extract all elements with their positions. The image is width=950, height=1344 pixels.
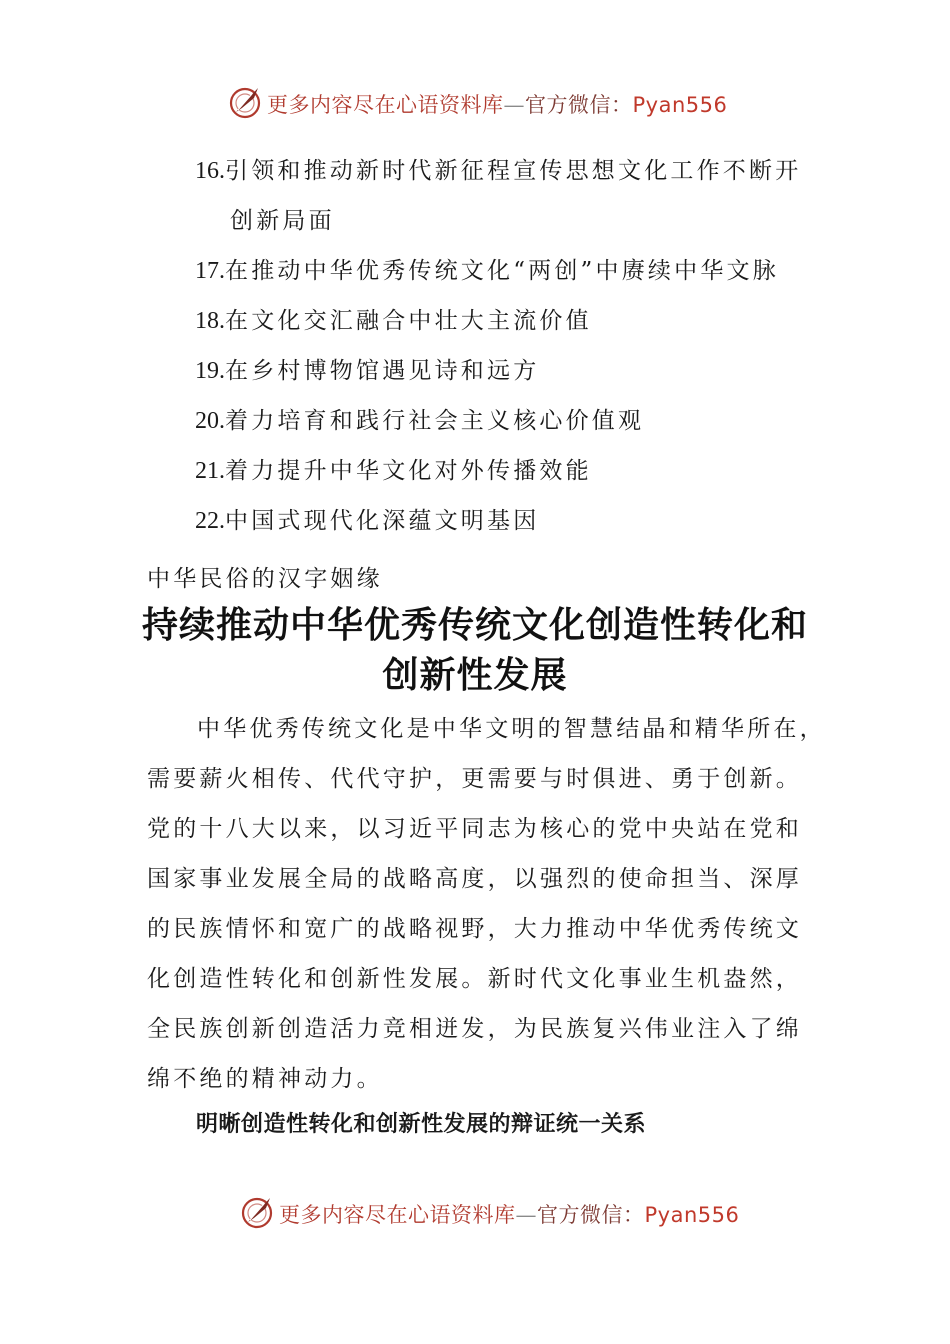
list-item-text: 在乡村博物馆遇见诗和远方	[225, 358, 540, 384]
watermark-wechat-id: Pyan556	[644, 1203, 740, 1227]
list-item-number: 20.	[195, 408, 225, 434]
quill-logo-icon	[228, 84, 264, 120]
article-title-line: 持续推动中华优秀传统文化创造性转化和	[141, 604, 808, 646]
list-item-number: 22.	[195, 508, 225, 534]
watermark-separator: —	[503, 93, 525, 117]
list-item-number: 16.	[195, 158, 225, 184]
watermark-text	[279, 1199, 739, 1229]
paragraph-line: 中华优秀传统文化是中华文明的智慧结晶和精华所在，	[197, 716, 826, 742]
article-title-line: 创新性发展	[382, 654, 568, 696]
list-item-number: 17.	[195, 258, 225, 284]
list-item	[195, 252, 779, 285]
paragraph-line: 需要薪火相传、代代守护，更需要与时俱进、勇于创新。	[147, 766, 802, 792]
footer-watermark	[0, 1192, 950, 1232]
plain-text-line: 中华民俗的汉字姻缘	[147, 566, 383, 592]
list-item-text: 着力培育和践行社会主义核心价值观	[225, 408, 645, 434]
list-item	[195, 402, 644, 435]
list-item-continuation: 创新局面	[230, 208, 335, 234]
list-item-text: 在推动中华优秀传统文化“两创”中赓续中华文脉	[225, 258, 779, 284]
paragraph-line: 化创造性转化和创新性发展。新时代文化事业生机盎然，	[147, 966, 802, 992]
watermark-wechat-label: 官方微信：	[537, 1203, 645, 1227]
article-paragraph	[147, 704, 826, 1104]
watermark-text	[267, 89, 727, 119]
paragraph-line: 国家事业发展全局的战略高度，以强烈的使命担当、深厚	[147, 866, 802, 892]
paragraph-line: 党的十八大以来，以习近平同志为核心的党中央站在党和	[147, 816, 802, 842]
list-item-text: 着力提升中华文化对外传播效能	[225, 458, 592, 484]
quill-logo-icon	[240, 1194, 276, 1230]
paragraph-line: 的民族情怀和宽广的战略视野，大力推动中华优秀传统文	[147, 916, 802, 942]
list-item-number: 21.	[195, 458, 225, 484]
paragraph-line: 绵不绝的精神动力。	[147, 1066, 383, 1092]
watermark-main: 更多内容尽在心语资料库	[267, 93, 504, 117]
list-item	[195, 452, 592, 485]
watermark-wechat-label: 官方微信：	[525, 93, 633, 117]
list-item	[195, 352, 539, 385]
list-item-text: 引领和推动新时代新征程宣传思想文化工作不断开	[225, 158, 802, 184]
watermark-main: 更多内容尽在心语资料库	[279, 1203, 516, 1227]
list-item	[195, 502, 539, 535]
header-watermark	[0, 82, 950, 122]
list-item	[195, 152, 802, 234]
list-item-number: 18.	[195, 308, 225, 334]
article-title	[140, 600, 810, 700]
list-item-text: 在文化交汇融合中壮大主流价值	[225, 308, 592, 334]
list-item-text: 中国式现代化深蕴文明基因	[225, 508, 540, 534]
section-subheading: 明晰创造性转化和创新性发展的辩证统一关系	[196, 1112, 647, 1137]
list-item	[195, 302, 592, 335]
watermark-wechat-id: Pyan556	[632, 93, 728, 117]
list-item-number: 19.	[195, 358, 225, 384]
paragraph-line: 全民族创新创造活力竞相迸发，为民族复兴伟业注入了绵	[147, 1016, 802, 1042]
watermark-separator: —	[515, 1203, 537, 1227]
